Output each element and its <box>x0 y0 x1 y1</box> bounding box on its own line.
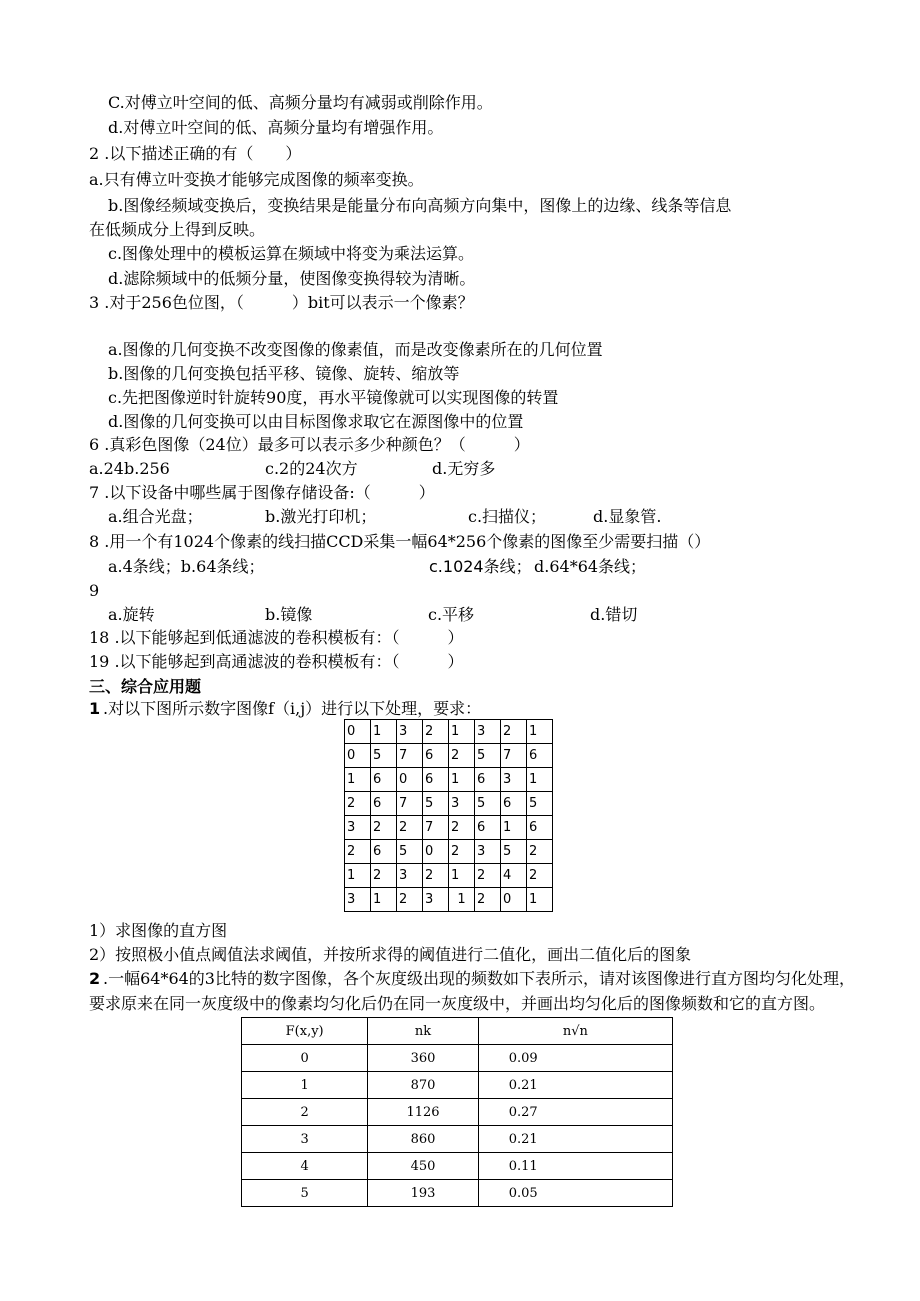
text-line: d.滤除频域中的低频分量，使图像变换得较为清晰。 <box>108 269 476 288</box>
frequency-table <box>241 1017 673 1207</box>
matrix-cell: 6 <box>527 744 553 768</box>
matrix-row <box>345 792 553 816</box>
section-title: 三、综合应用题 <box>89 677 202 696</box>
table-header-row <box>242 1018 673 1045</box>
matrix-row <box>345 840 553 864</box>
matrix-row <box>345 768 553 792</box>
matrix-cell: 1 <box>527 720 553 744</box>
question-9: 9 <box>89 581 100 600</box>
matrix-row <box>345 744 553 768</box>
problem-2-number: 2 <box>89 969 101 988</box>
question-18: 18 .以下能够起到低通滤波的卷积模板有：（ ） <box>89 628 464 647</box>
matrix-cell: 6 <box>501 792 527 816</box>
matrix-cell: 0 <box>397 768 423 792</box>
table-cell: 450 <box>368 1153 478 1180</box>
matrix-row <box>345 864 553 888</box>
matrix-cell: 6 <box>423 744 449 768</box>
matrix-cell: 2 <box>527 840 553 864</box>
matrix-cell: 3 <box>423 888 449 912</box>
problem-2-text-2: 要求原来在同一灰度级中的像素均匀化后仍在同一灰度级中，并画出均匀化后的图像频数和它的直方图。 <box>89 994 826 1013</box>
problem-1-sub-2: 2）按照极小值点阈值法求阈值，并按所求得的阈值进行二值化，画出二值化后的图象 <box>89 945 692 964</box>
table-row <box>242 1072 673 1099</box>
matrix-cell: 1 <box>371 720 397 744</box>
matrix-cell: 6 <box>527 816 553 840</box>
q7-option-d: d.显象管. <box>593 507 662 526</box>
matrix-cell: 2 <box>397 816 423 840</box>
matrix-cell: 5 <box>475 744 501 768</box>
matrix-cell: 2 <box>345 840 371 864</box>
text-line: a.图像的几何变换不改变图像的像素值，而是改变像素所在的几何位置 <box>108 340 603 359</box>
table-cell: 193 <box>368 1180 478 1207</box>
table-cell: 0.05 <box>478 1180 672 1207</box>
text-line: c.图像处理中的模板运算在频域中将变为乘法运算。 <box>108 244 475 263</box>
q8-option-ab: a.4条线；b.64条线； <box>108 557 265 576</box>
text-line: 在低频成分上得到反映。 <box>89 220 266 239</box>
matrix-row <box>345 720 553 744</box>
table-row <box>242 1180 673 1207</box>
matrix-cell: 0 <box>345 744 371 768</box>
matrix-cell: 3 <box>475 720 501 744</box>
q8-option-c: c.1024条线； <box>429 557 532 576</box>
q7-option-b: b.激光打印机； <box>265 507 377 526</box>
matrix-cell: 2 <box>527 864 553 888</box>
q6-option-c: c.2的24次方 <box>265 459 358 478</box>
matrix-cell: 0 <box>501 888 527 912</box>
matrix-cell: 5 <box>501 840 527 864</box>
table-cell: 860 <box>368 1126 478 1153</box>
matrix-cell: 2 <box>423 864 449 888</box>
table-cell: 0.21 <box>478 1126 672 1153</box>
q8-option-d: d.64*64条线； <box>534 557 647 576</box>
matrix-cell: 2 <box>371 864 397 888</box>
matrix-cell: 5 <box>527 792 553 816</box>
table-cell: 360 <box>368 1045 478 1072</box>
matrix-cell: 6 <box>371 768 397 792</box>
q9-option-d: d.错切 <box>590 605 638 624</box>
table-cell: 4 <box>242 1153 368 1180</box>
matrix-cell: 1 <box>501 816 527 840</box>
image-matrix <box>344 719 553 912</box>
table-cell: 0.09 <box>478 1045 672 1072</box>
matrix-cell: 2 <box>423 720 449 744</box>
table-cell: 3 <box>242 1126 368 1153</box>
table-cell: 1126 <box>368 1099 478 1126</box>
matrix-cell: 1 <box>345 768 371 792</box>
matrix-cell: 2 <box>449 744 475 768</box>
text-line: d.对傅立叶空间的低、高频分量均有增强作用。 <box>108 118 444 137</box>
matrix-cell: 2 <box>449 816 475 840</box>
matrix-cell: 0 <box>423 840 449 864</box>
matrix-cell: 1 <box>371 888 397 912</box>
text-line: C.对傅立叶空间的低、高频分量均有减弱或削除作用。 <box>108 93 493 112</box>
matrix-cell: 2 <box>397 888 423 912</box>
matrix-cell: 5 <box>423 792 449 816</box>
q9-option-b: b.镜像 <box>265 605 313 624</box>
question-2: 2 .以下描述正确的有（ ） <box>89 144 302 163</box>
matrix-cell: 1 <box>449 768 475 792</box>
table-cell: 0 <box>242 1045 368 1072</box>
matrix-cell: 6 <box>371 840 397 864</box>
matrix-cell: 2 <box>345 792 371 816</box>
problem-1-sub-1: 1）求图像的直方图 <box>89 921 228 940</box>
q7-option-a: a.组合光盘； <box>108 507 203 526</box>
problem-2-text: .一幅64*64的3比特的数字图像，各个灰度级出现的频数如下表所示，请对该图像进行直方图均匀化处理， <box>103 969 855 988</box>
matrix-cell: 2 <box>449 840 475 864</box>
matrix-cell: 7 <box>397 744 423 768</box>
table-cell: 0.11 <box>478 1153 672 1180</box>
matrix-cell: 3 <box>345 888 371 912</box>
q9-option-a: a.旋转 <box>108 605 155 624</box>
matrix-cell: 3 <box>449 792 475 816</box>
matrix-cell: 5 <box>475 792 501 816</box>
matrix-cell: 6 <box>475 768 501 792</box>
matrix-cell: 2 <box>501 720 527 744</box>
question-19: 19 .以下能够起到高通滤波的卷积模板有：（ ） <box>89 652 464 671</box>
q7-option-c: c.扫描仪； <box>468 507 547 526</box>
matrix-cell: 2 <box>475 888 501 912</box>
matrix-cell: 5 <box>397 840 423 864</box>
matrix-cell: 2 <box>371 816 397 840</box>
table-cell: 0.21 <box>478 1072 672 1099</box>
text-line: c.先把图像逆时针旋转90度，再水平镜像就可以实现图像的转置 <box>108 388 559 407</box>
question-6: 6 .真彩色图像（24位）最多可以表示多少种颜色？（ ） <box>89 435 530 454</box>
matrix-cell: 5 <box>371 744 397 768</box>
matrix-row <box>345 888 553 912</box>
matrix-cell: 1 <box>449 888 475 912</box>
matrix-cell: 3 <box>475 840 501 864</box>
matrix-cell: 6 <box>371 792 397 816</box>
table-row <box>242 1099 673 1126</box>
table-cell: 870 <box>368 1072 478 1099</box>
matrix-cell: 3 <box>345 816 371 840</box>
question-3: 3 .对于256色位图，（ ）bit可以表示一个像素？ <box>89 293 474 312</box>
q6-option-d: d.无穷多 <box>432 459 496 478</box>
question-7: 7 .以下设备中哪些属于图像存储设备:（ ） <box>89 483 435 502</box>
matrix-row <box>345 816 553 840</box>
matrix-cell: 1 <box>345 864 371 888</box>
matrix-cell: 3 <box>397 720 423 744</box>
q6-option-ab: a.24b.256 <box>89 459 170 478</box>
matrix-cell: 4 <box>501 864 527 888</box>
problem-1-text: .对以下图所示数字图像f（i,j）进行以下处理，要求： <box>103 699 482 718</box>
matrix-cell: 1 <box>449 720 475 744</box>
matrix-cell: 3 <box>397 864 423 888</box>
matrix-cell: 7 <box>423 816 449 840</box>
question-8: 8 .用一个有1024个像素的线扫描CCD采集一幅64*256个像素的图像至少需要扫描（） <box>89 532 711 551</box>
matrix-cell: 1 <box>449 864 475 888</box>
problem-1-number: 1 <box>89 699 101 718</box>
text-line: b.图像经频域变换后，变换结果是能量分布向高频方向集中，图像上的边缘、线条等信息 <box>108 196 732 215</box>
table-cell: 2 <box>242 1099 368 1126</box>
text-line: b.图像的几何变换包括平移、镜像、旋转、缩放等 <box>108 364 460 383</box>
text-line: d.图像的几何变换可以由目标图像求取它在源图像中的位置 <box>108 412 524 431</box>
table-row <box>242 1126 673 1153</box>
table-header-cell: nk <box>368 1018 478 1045</box>
table-cell: 0.27 <box>478 1099 672 1126</box>
text-line: a.只有傅立叶变换才能够完成图像的频率变换。 <box>89 170 424 189</box>
matrix-cell: 3 <box>501 768 527 792</box>
matrix-cell: 6 <box>423 768 449 792</box>
matrix-cell: 1 <box>527 888 553 912</box>
matrix-cell: 7 <box>501 744 527 768</box>
table-header-cell: F(x,y) <box>242 1018 368 1045</box>
matrix-cell: 0 <box>345 720 371 744</box>
table-cell: 5 <box>242 1180 368 1207</box>
table-row <box>242 1153 673 1180</box>
matrix-cell: 1 <box>527 768 553 792</box>
table-cell: 1 <box>242 1072 368 1099</box>
matrix-cell: 2 <box>475 864 501 888</box>
table-row <box>242 1045 673 1072</box>
q9-option-c: c.平移 <box>428 605 475 624</box>
matrix-cell: 6 <box>475 816 501 840</box>
table-header-cell: n√n <box>478 1018 672 1045</box>
matrix-cell: 7 <box>397 792 423 816</box>
